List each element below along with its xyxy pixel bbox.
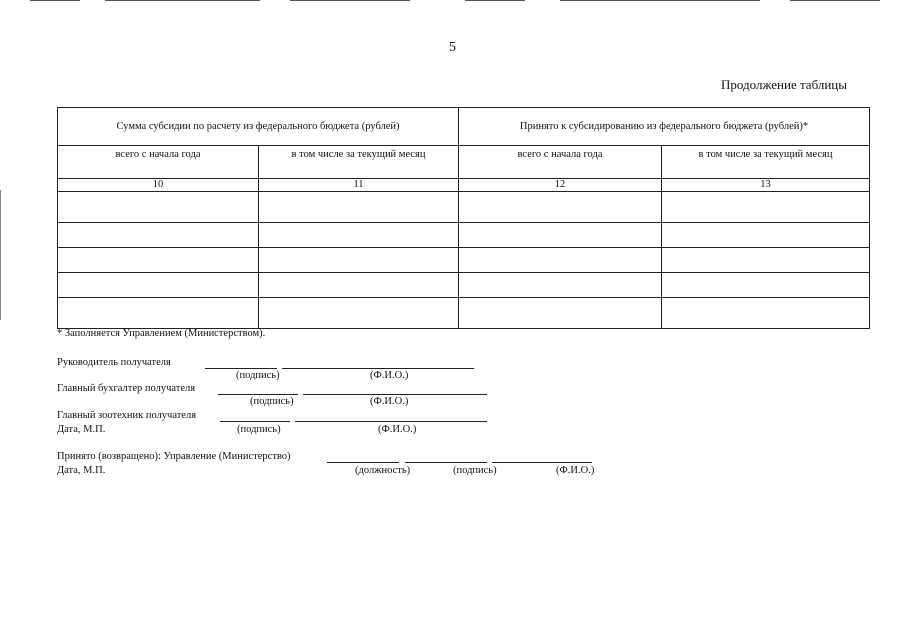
accountant-name-caption: (Ф.И.О.): [370, 396, 409, 407]
zootechnician-name-caption: (Ф.И.О.): [378, 424, 417, 435]
table-cell[interactable]: [259, 192, 459, 223]
column-number-12: 12: [459, 179, 662, 192]
column-number-10: 10: [58, 179, 259, 192]
table-row: [58, 298, 870, 329]
head-name-line[interactable]: [282, 368, 474, 369]
table-sub-header-row: [58, 146, 870, 179]
head-name-caption: (Ф.И.О.): [370, 370, 409, 381]
top-rule-1: [30, 0, 80, 1]
table-cell[interactable]: [259, 248, 459, 273]
table-cell[interactable]: [58, 192, 259, 223]
accepted-position-line[interactable]: [327, 462, 399, 463]
column-number-11: 11: [259, 179, 459, 192]
table-row: [58, 223, 870, 248]
date-label-2: Дата, М.П.: [57, 465, 106, 476]
zootechnician-signature-caption: (подпись): [237, 424, 281, 435]
table-cell[interactable]: [459, 273, 662, 298]
head-label: Руководитель получателя: [57, 357, 171, 368]
table-cell[interactable]: [662, 192, 870, 223]
head-signature-line[interactable]: [205, 368, 277, 369]
table-cell[interactable]: [662, 223, 870, 248]
group-header-calculated: Сумма субсидии по расчету из федерального бюджета (рублей): [58, 108, 459, 146]
top-rule-3: [290, 0, 410, 1]
accepted-position-caption: (должность): [355, 465, 411, 476]
top-rule-4: [465, 0, 525, 1]
table-cell[interactable]: [58, 273, 259, 298]
zootechnician-name-line[interactable]: [295, 421, 487, 422]
sub-header-col-11: в том числе за текущий месяц: [259, 146, 459, 179]
top-rule-2: [105, 0, 260, 1]
accepted-signature-line[interactable]: [405, 462, 487, 463]
top-rule-5: [560, 0, 760, 1]
table-cell[interactable]: [259, 223, 459, 248]
column-number-13: 13: [662, 179, 870, 192]
group-header-accepted: Принято к субсидированию из федерального бюджета (рублей)*: [459, 108, 870, 146]
table-cell[interactable]: [259, 298, 459, 329]
table-group-header-row: [58, 108, 870, 146]
table-cell[interactable]: [459, 298, 662, 329]
accepted-name-line[interactable]: [492, 462, 592, 463]
accountant-name-line[interactable]: [303, 394, 487, 395]
table-cell[interactable]: [259, 273, 459, 298]
accepted-label: Принято (возвращено): Управление (Министерство): [57, 451, 291, 462]
table-cell[interactable]: [662, 248, 870, 273]
head-signature-caption: (подпись): [236, 370, 280, 381]
table-cell[interactable]: [662, 273, 870, 298]
table-cell[interactable]: [58, 248, 259, 273]
sub-header-col-13: в том числе за текущий месяц: [662, 146, 870, 179]
table-row: [58, 192, 870, 223]
top-rule-6: [790, 0, 880, 1]
table-cell[interactable]: [58, 223, 259, 248]
subsidy-table: [57, 107, 870, 329]
accountant-signature-caption: (подпись): [250, 396, 294, 407]
page-number: 5: [449, 40, 456, 55]
accepted-signature-caption: (подпись): [453, 465, 497, 476]
table-column-number-row: [58, 179, 870, 192]
table-cell[interactable]: [459, 192, 662, 223]
table-continuation-label: Продолжение таблицы: [721, 77, 847, 92]
table-cell[interactable]: [459, 223, 662, 248]
table-row: [58, 248, 870, 273]
zootechnician-label: Главный зоотехник получателя: [57, 410, 197, 421]
table-cell[interactable]: [58, 298, 259, 329]
accepted-name-caption: (Ф.И.О.): [556, 465, 595, 476]
sub-header-col-12: всего с начала года: [459, 146, 662, 179]
accountant-signature-line[interactable]: [218, 394, 298, 395]
table-row: [58, 273, 870, 298]
sub-header-col-10: всего с начала года: [58, 146, 259, 179]
zootechnician-signature-line[interactable]: [220, 421, 290, 422]
date-label: Дата, М.П.: [57, 424, 106, 435]
left-edge-mark: [0, 190, 1, 320]
table-cell[interactable]: [662, 298, 870, 329]
footnote: * Заполняется Управлением (Министерством).: [57, 328, 266, 339]
table-cell[interactable]: [459, 248, 662, 273]
accountant-label: Главный бухгалтер получателя: [57, 383, 196, 394]
